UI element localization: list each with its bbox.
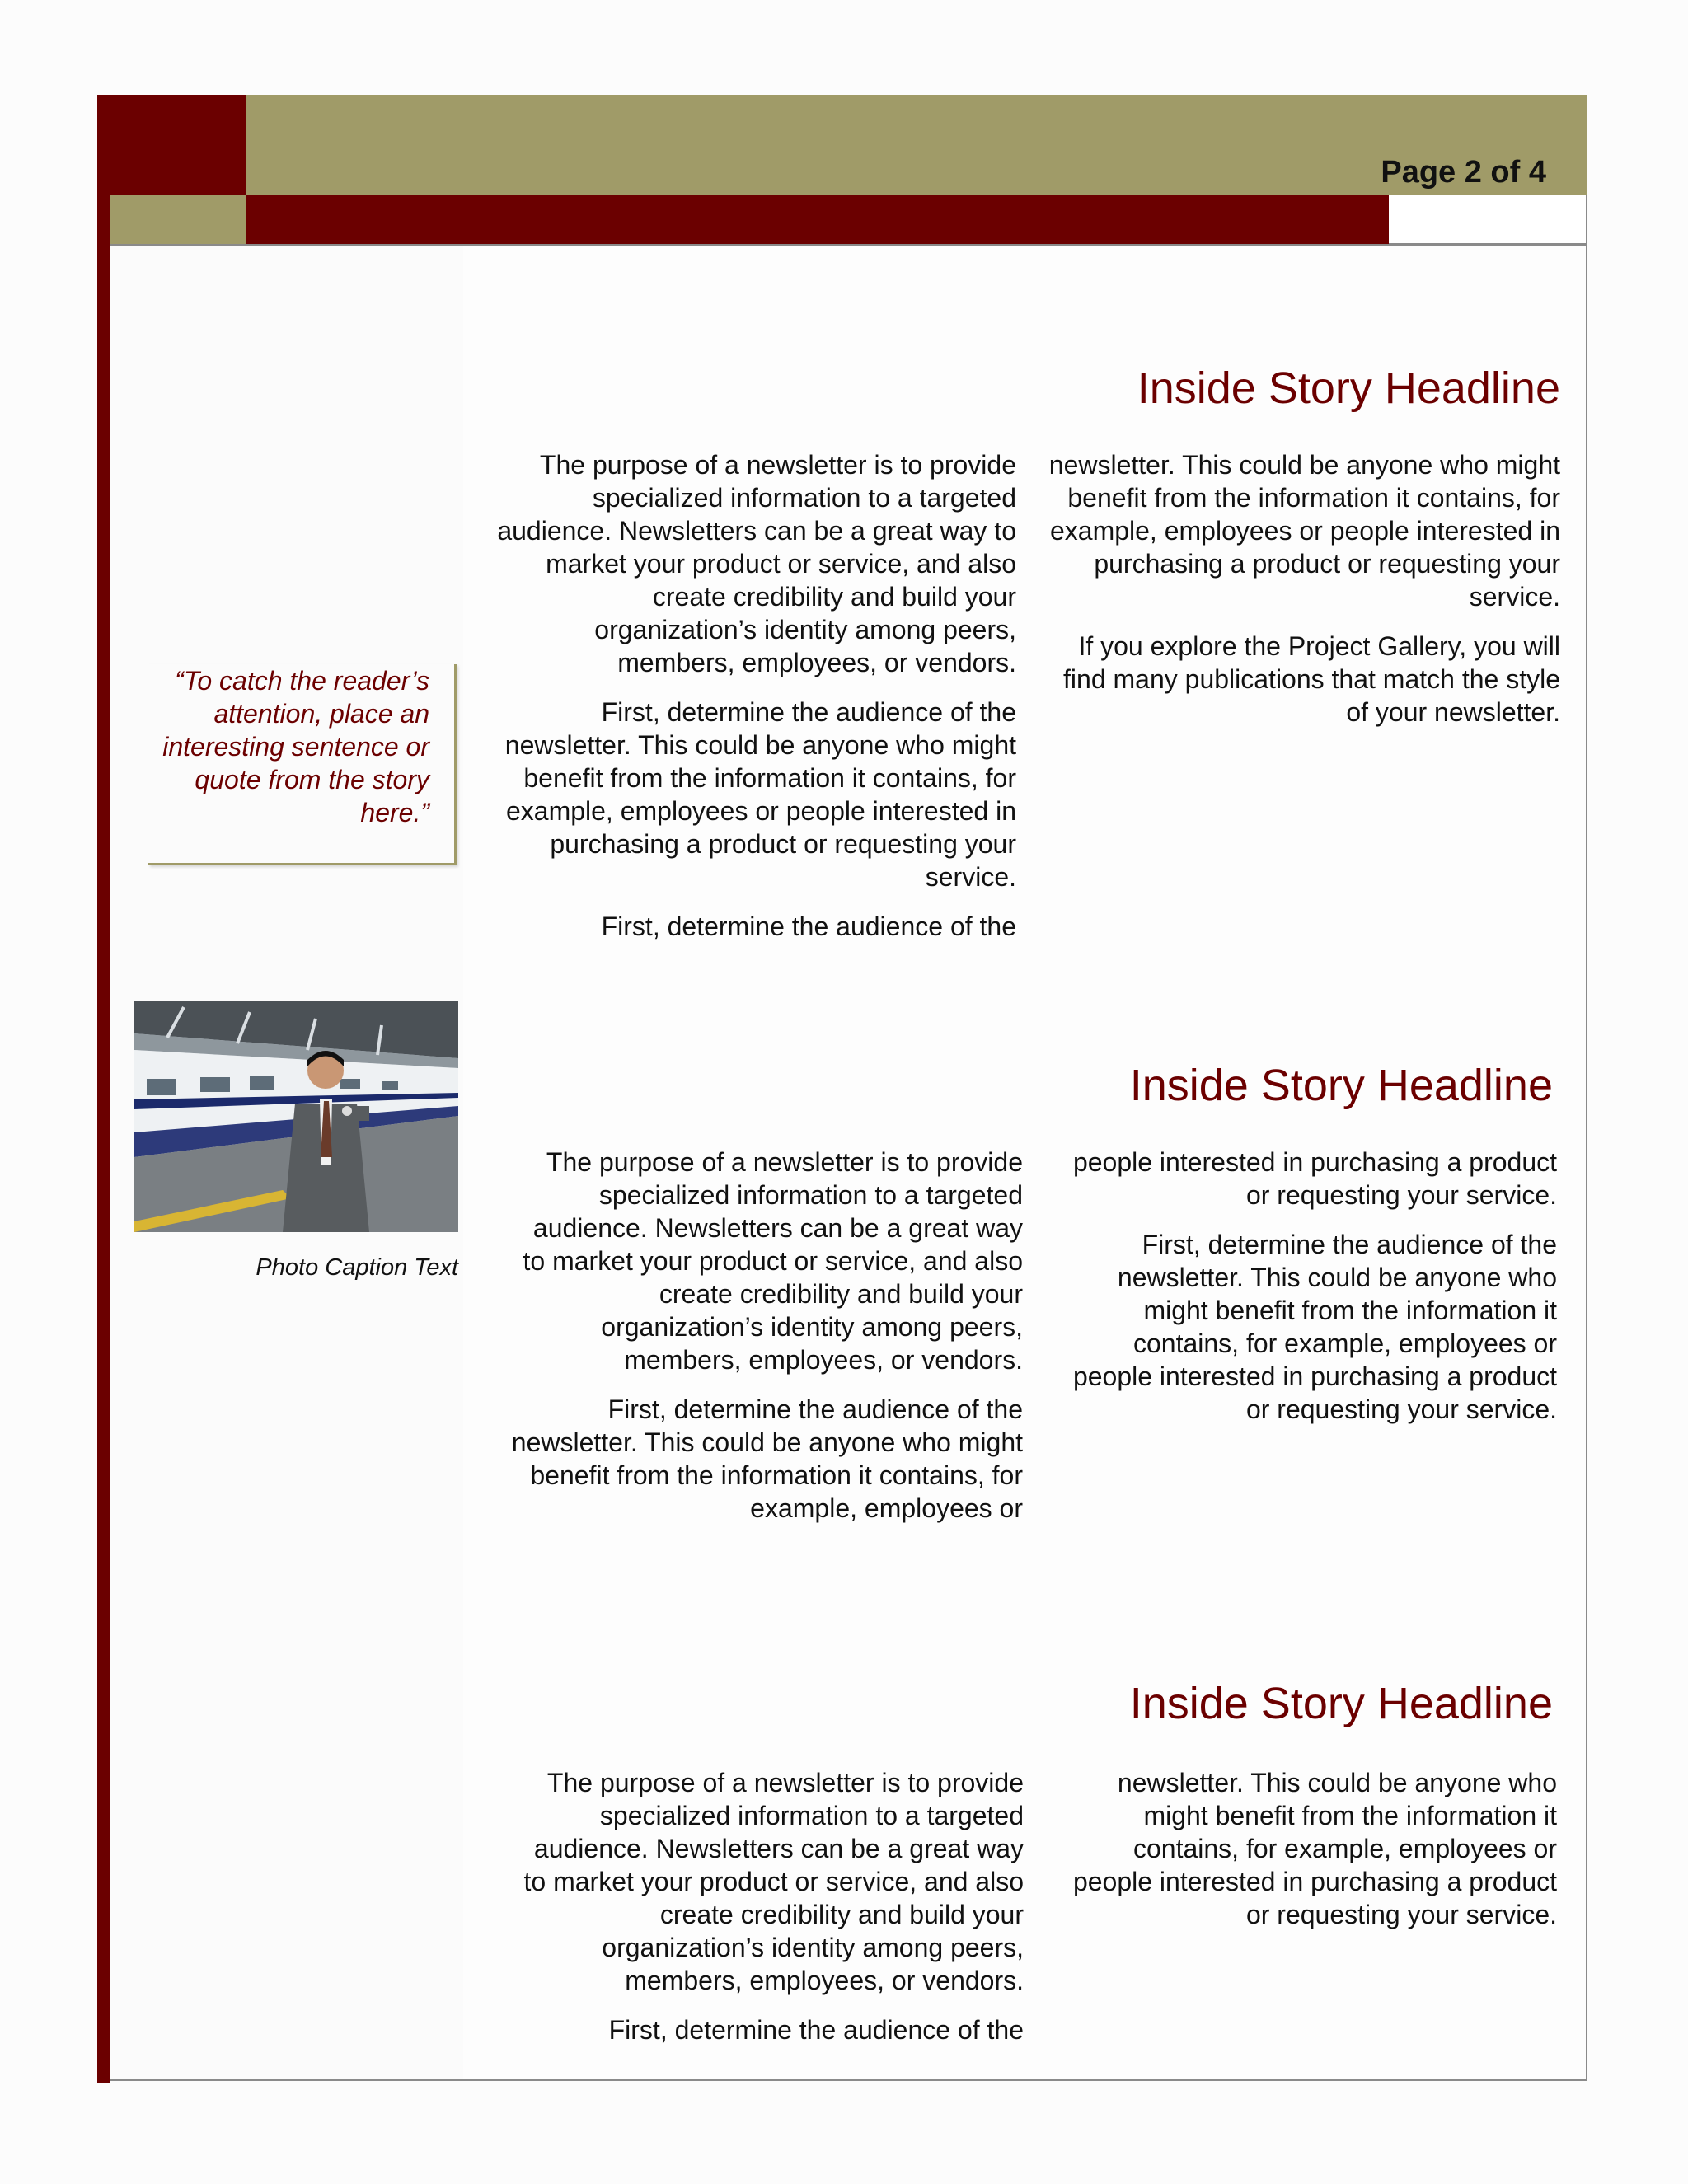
story-1-left-column (495, 448, 1016, 959)
paragraph: The purpose of a newsletter is to provide specialized information to a targeted audience. Newsletters can be a great way to market your product or service, and also create credibility and build your organization’s identity among peers, members, employees, or vendors. (523, 1147, 1023, 1375)
paragraph: newsletter. This could be anyone who might benefit from the information it contains, for example, employees or people interested in purchasing a product or requesting your service. (1072, 1768, 1557, 1929)
story-3-headline: Inside Story Headline (1129, 1679, 1553, 1728)
paragraph: The purpose of a newsletter is to provide specialized information to a targeted audience. Newsletters can be a great way to market your product or service, and also create credibility and build your organization’s identity among peers, members, employees, or vendors. (523, 1768, 1024, 1995)
pull-quote: “To catch the reader’s attention, place an interesting sentence or quote from the story here.” (148, 664, 457, 865)
story-2-right-column (1071, 1146, 1557, 1442)
paragraph: First, determine the audience of the newsletter. This could be anyone who might benefit from the information it contains, for example, employees or people interested in purchasing a product or requesting your service. (1072, 1230, 1557, 1424)
paragraph: newsletter. This could be anyone who might benefit from the information it contains, for example, employees or people interested in purchasing a product or requesting your service. (1048, 450, 1560, 612)
paragraph: First, determine the audience of the newsletter. This could be anyone who might benefit from the information it contains, for example, employees or people interested in purchasing a product or requesting your service. (504, 697, 1016, 892)
header-maroon-square (97, 95, 246, 195)
businessman-platform-photo (134, 1001, 458, 1232)
paragraph: First, determine the audience of the (601, 912, 1016, 941)
paragraph: First, determine the audience of the (608, 2015, 1024, 2045)
header-maroon-bar (246, 195, 1389, 245)
story-1-right-column (1045, 448, 1560, 745)
paragraph: First, determine the audience of the newsletter. This could be anyone who might benefit from the information it contains, for example, employees or (511, 1394, 1023, 1523)
paragraph: people interested in purchasing a product or requesting your service. (1072, 1147, 1557, 1210)
paragraph: If you explore the Project Gallery, you will find many publications that match the style of your newsletter. (1063, 631, 1560, 727)
header-white-block (1389, 195, 1587, 245)
header-olive-block (110, 195, 246, 245)
story-3-right-column (1071, 1766, 1557, 1947)
story-2-headline: Inside Story Headline (1129, 1061, 1553, 1110)
story-3-left-column (513, 1766, 1024, 2063)
page-number: Page 2 of 4 (1381, 155, 1546, 190)
photo-caption: Photo Caption Text (256, 1254, 458, 1281)
story-2-left-column (511, 1146, 1023, 1541)
paragraph: The purpose of a newsletter is to provide specialized information to a targeted audience. Newsletters can be a great way to market your product or service, and also create credibility and build your organization’s identity among peers, members, employees, or vendors. (497, 450, 1016, 677)
left-maroon-rail (97, 95, 110, 2083)
story-1-headline: Inside Story Headline (1137, 363, 1560, 413)
photo (134, 1001, 458, 1232)
